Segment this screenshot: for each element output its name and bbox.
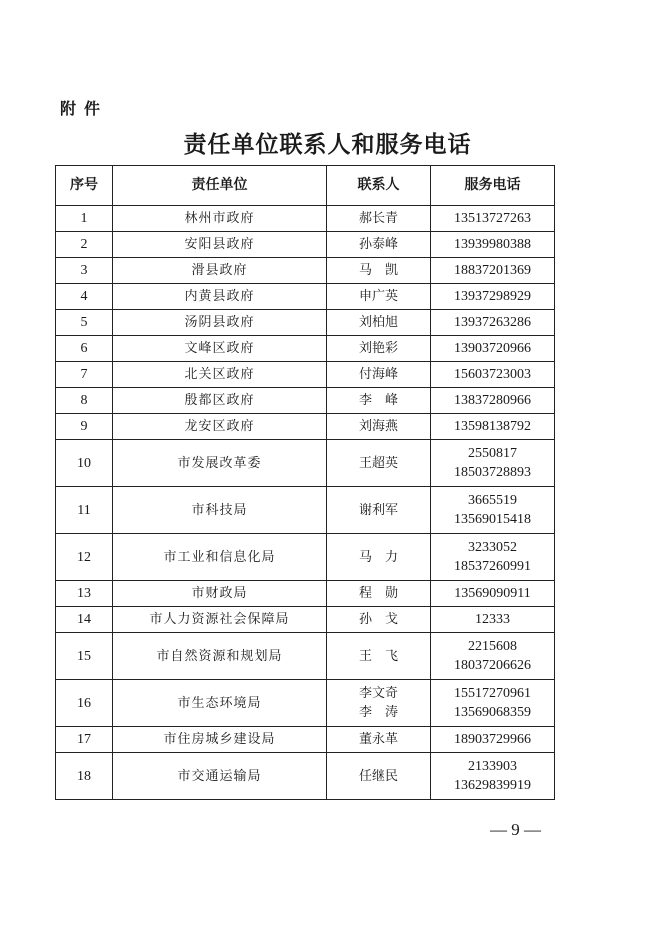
contact-cell bbox=[327, 487, 431, 534]
phone-number: 18903729966 bbox=[454, 732, 531, 747]
unit-name: 市科技局 bbox=[113, 487, 327, 534]
phone-cell bbox=[431, 487, 555, 534]
phone-cell bbox=[431, 440, 555, 487]
row-number: 7 bbox=[56, 362, 113, 388]
table-row bbox=[56, 232, 555, 258]
table-row bbox=[56, 727, 555, 753]
table-row bbox=[56, 633, 555, 680]
table-row bbox=[56, 534, 555, 581]
attachment-label: 附件 bbox=[60, 99, 109, 118]
phone-number: 18837201369 bbox=[454, 263, 531, 278]
contact-cell bbox=[327, 414, 431, 440]
row-number: 11 bbox=[56, 487, 113, 534]
unit-name: 市住房城乡建设局 bbox=[113, 727, 327, 753]
table-row bbox=[56, 336, 555, 362]
phone-number: 3665519 bbox=[468, 493, 517, 508]
contact-name: 孙泰峰 bbox=[358, 237, 398, 252]
phone-number: 12333 bbox=[475, 612, 510, 627]
table-row bbox=[56, 310, 555, 336]
contact-name: 孙 戈 bbox=[358, 612, 398, 627]
contact-cell bbox=[327, 581, 431, 607]
contact-name: 程 勋 bbox=[358, 586, 398, 601]
phone-number: 15603723003 bbox=[454, 367, 531, 382]
header-contact: 联系人 bbox=[327, 166, 431, 206]
unit-name: 内黄县政府 bbox=[113, 284, 327, 310]
contact-name: 刘海燕 bbox=[358, 419, 398, 434]
phone-number: 13569068359 bbox=[454, 705, 531, 720]
table-row bbox=[56, 581, 555, 607]
unit-name: 市自然资源和规划局 bbox=[113, 633, 327, 680]
contact-name: 任继民 bbox=[358, 768, 398, 784]
page-number: — 9 — bbox=[490, 820, 541, 839]
contact-cell bbox=[327, 388, 431, 414]
unit-name: 安阳县政府 bbox=[113, 232, 327, 258]
phone-cell bbox=[431, 534, 555, 581]
contact-name: 郝长青 bbox=[358, 211, 398, 226]
table-row bbox=[56, 284, 555, 310]
phone-number: 18537260991 bbox=[454, 559, 531, 574]
contact-table bbox=[55, 165, 555, 800]
phone-cell bbox=[431, 727, 555, 753]
phone-cell bbox=[431, 232, 555, 258]
contact-name: 谢利军 bbox=[358, 502, 398, 518]
table-body bbox=[56, 206, 555, 800]
unit-name: 市交通运输局 bbox=[113, 753, 327, 800]
contact-name: 申广英 bbox=[358, 289, 398, 304]
contact-cell bbox=[327, 680, 431, 727]
contact-name: 马 力 bbox=[358, 549, 398, 565]
phone-cell bbox=[431, 581, 555, 607]
contact-cell bbox=[327, 336, 431, 362]
contact-name: 董永革 bbox=[358, 732, 398, 747]
phone-cell bbox=[431, 258, 555, 284]
table-header-row bbox=[56, 166, 555, 206]
contact-cell bbox=[327, 284, 431, 310]
row-number: 2 bbox=[56, 232, 113, 258]
phone-cell bbox=[431, 414, 555, 440]
contact-cell bbox=[327, 607, 431, 633]
unit-name: 林州市政府 bbox=[113, 206, 327, 232]
table-row bbox=[56, 440, 555, 487]
contact-name: 李 涛 bbox=[358, 705, 398, 720]
contact-cell bbox=[327, 258, 431, 284]
row-number: 9 bbox=[56, 414, 113, 440]
unit-name: 龙安区政府 bbox=[113, 414, 327, 440]
contact-cell bbox=[327, 362, 431, 388]
phone-number: 13937263286 bbox=[454, 315, 531, 330]
phone-number: 13513727263 bbox=[454, 211, 531, 226]
row-number: 5 bbox=[56, 310, 113, 336]
contact-name: 李 峰 bbox=[358, 393, 398, 408]
phone-number: 15517270961 bbox=[454, 686, 531, 701]
header-phone: 服务电话 bbox=[431, 166, 555, 206]
contact-cell bbox=[327, 727, 431, 753]
phone-number: 3233052 bbox=[468, 540, 517, 555]
contact-cell bbox=[327, 206, 431, 232]
phone-number: 13937298929 bbox=[454, 289, 531, 304]
phone-cell bbox=[431, 362, 555, 388]
header-number: 序号 bbox=[56, 166, 113, 206]
row-number: 3 bbox=[56, 258, 113, 284]
row-number: 8 bbox=[56, 388, 113, 414]
row-number: 18 bbox=[56, 753, 113, 800]
row-number: 15 bbox=[56, 633, 113, 680]
row-number: 12 bbox=[56, 534, 113, 581]
table-row bbox=[56, 607, 555, 633]
phone-cell bbox=[431, 388, 555, 414]
unit-name: 市生态环境局 bbox=[113, 680, 327, 727]
contact-cell bbox=[327, 232, 431, 258]
row-number: 16 bbox=[56, 680, 113, 727]
table-row bbox=[56, 487, 555, 534]
table-row bbox=[56, 362, 555, 388]
table-row bbox=[56, 258, 555, 284]
phone-number: 13837280966 bbox=[454, 393, 531, 408]
phone-cell bbox=[431, 753, 555, 800]
phone-cell bbox=[431, 206, 555, 232]
row-number: 4 bbox=[56, 284, 113, 310]
page-title: 责任单位联系人和服务电话 bbox=[183, 132, 472, 158]
header-unit: 责任单位 bbox=[113, 166, 327, 206]
row-number: 14 bbox=[56, 607, 113, 633]
unit-name: 文峰区政府 bbox=[113, 336, 327, 362]
phone-number: 2215608 bbox=[468, 639, 517, 654]
unit-name: 殷都区政府 bbox=[113, 388, 327, 414]
phone-number: 13569015418 bbox=[454, 512, 531, 527]
table-row bbox=[56, 680, 555, 727]
row-number: 6 bbox=[56, 336, 113, 362]
phone-number: 13939980388 bbox=[454, 237, 531, 252]
contact-name: 马 凯 bbox=[358, 263, 398, 278]
phone-number: 13598138792 bbox=[454, 419, 531, 434]
unit-name: 市人力资源社会保障局 bbox=[113, 607, 327, 633]
row-number: 17 bbox=[56, 727, 113, 753]
contact-name: 刘柏旭 bbox=[358, 315, 398, 330]
unit-name: 市工业和信息化局 bbox=[113, 534, 327, 581]
contact-cell bbox=[327, 310, 431, 336]
row-number: 13 bbox=[56, 581, 113, 607]
table-row bbox=[56, 414, 555, 440]
unit-name: 市财政局 bbox=[113, 581, 327, 607]
unit-name: 滑县政府 bbox=[113, 258, 327, 284]
contact-name: 王 飞 bbox=[358, 648, 398, 664]
phone-cell bbox=[431, 310, 555, 336]
table-row bbox=[56, 388, 555, 414]
table-row bbox=[56, 753, 555, 800]
contact-cell bbox=[327, 534, 431, 581]
phone-number: 13569090911 bbox=[454, 586, 531, 601]
contact-name: 付海峰 bbox=[358, 367, 398, 382]
phone-number: 18503728893 bbox=[454, 465, 531, 480]
phone-number: 18037206626 bbox=[454, 658, 531, 673]
table-row bbox=[56, 206, 555, 232]
phone-number: 2550817 bbox=[468, 446, 517, 461]
phone-number: 13903720966 bbox=[454, 341, 531, 356]
phone-number: 13629839919 bbox=[454, 778, 531, 793]
contact-name: 刘艳彩 bbox=[358, 341, 398, 356]
contact-cell bbox=[327, 440, 431, 487]
row-number: 10 bbox=[56, 440, 113, 487]
unit-name: 市发展改革委 bbox=[113, 440, 327, 487]
phone-cell bbox=[431, 633, 555, 680]
phone-cell bbox=[431, 680, 555, 727]
row-number: 1 bbox=[56, 206, 113, 232]
contact-cell bbox=[327, 633, 431, 680]
unit-name: 北关区政府 bbox=[113, 362, 327, 388]
contact-cell bbox=[327, 753, 431, 800]
phone-cell bbox=[431, 336, 555, 362]
unit-name: 汤阴县政府 bbox=[113, 310, 327, 336]
phone-number: 2133903 bbox=[468, 759, 517, 774]
contact-name: 王超英 bbox=[358, 455, 398, 471]
phone-cell bbox=[431, 607, 555, 633]
phone-cell bbox=[431, 284, 555, 310]
contact-name: 李文奇 bbox=[358, 686, 398, 701]
